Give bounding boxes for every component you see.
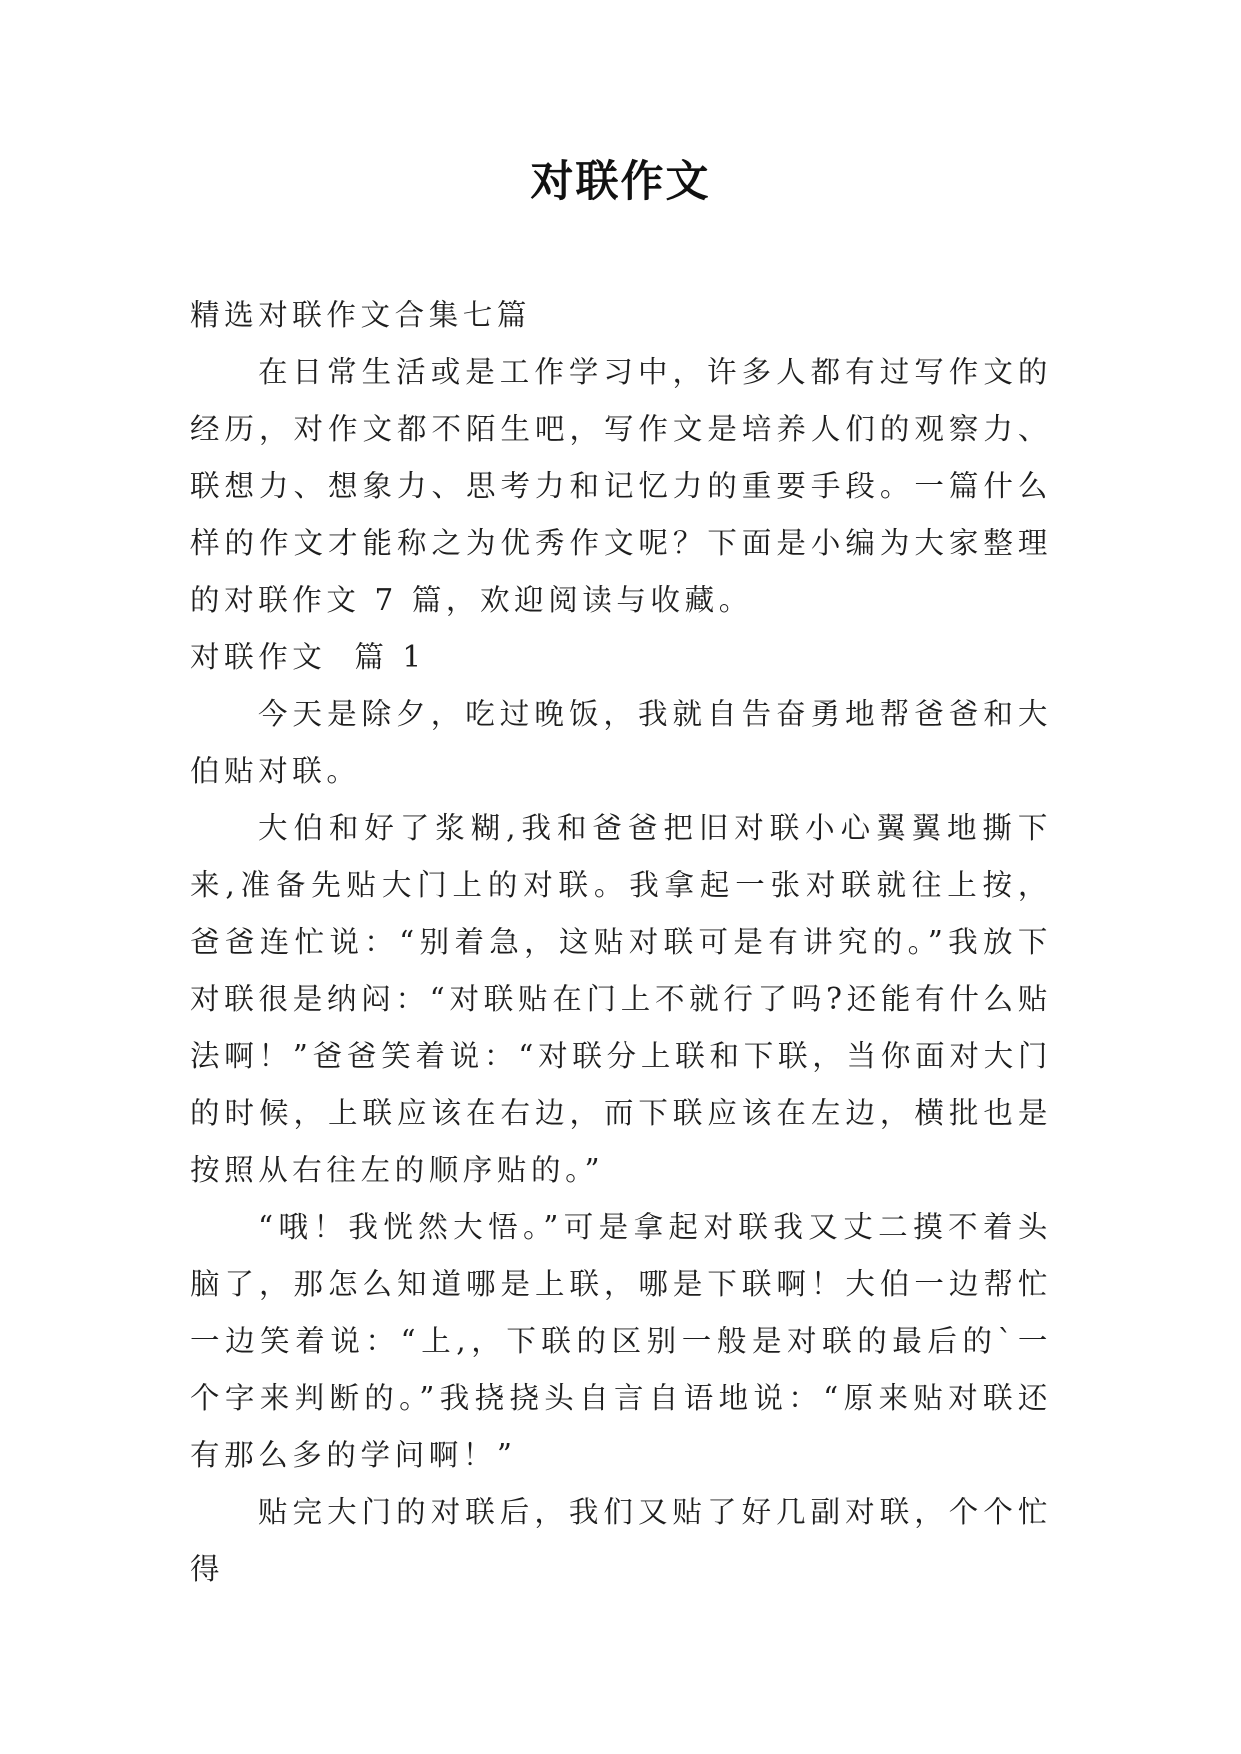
intro-paragraph: 在日常生活或是工作学习中，许多人都有过写作文的经历，对作文都不陌生吧，写作文是培养人们的观察力、联想力、想象力、思考力和记忆力的重要手段。一篇什么样的作文才能称之为优秀作文呢？下面是小编为大家整理的对联作文 7 篇，欢迎阅读与收藏。: [190, 355, 1052, 617]
document-title: 对联作文: [530, 157, 711, 207]
document-body: [190, 287, 1052, 1598]
body-paragraph: 贴完大门的对联后，我们又贴了好几副对联，个个忙得: [190, 1495, 1052, 1586]
document-subtitle: 精选对联作文合集七篇: [190, 298, 532, 332]
body-paragraph: 大伯和好了浆糊,我和爸爸把旧对联小心翼翼地撕下来,准备先贴大门上的对联。我拿起一张对联就往上按，爸爸连忙说：“别着急，这贴对联可是有讲究的。”我放下对联很是纳闷：“对联贴在门上不就行了吗?还能有什么贴法啊！”爸爸笑着说：“对联分上联和下联，当你面对大门的时候，上联应该在右边，而下联应该在左边，横批也是按照从右往左的顺序贴的。”: [190, 811, 1052, 1187]
body-paragraph: 今天是除夕，吃过晚饭，我就自告奋勇地帮爸爸和大伯贴对联。: [190, 697, 1052, 788]
body-paragraph: “哦！我恍然大悟。”可是拿起对联我又丈二摸不着头脑了，那怎么知道哪是上联，哪是下联啊！大伯一边帮忙一边笑着说：“上,，下联的区别一般是对联的最后的`一个字来判断的。”我挠挠头自言自语地说：“原来贴对联还有那么多的学问啊！”: [190, 1210, 1052, 1472]
section-heading: 对联作文 篇 1: [190, 640, 426, 674]
